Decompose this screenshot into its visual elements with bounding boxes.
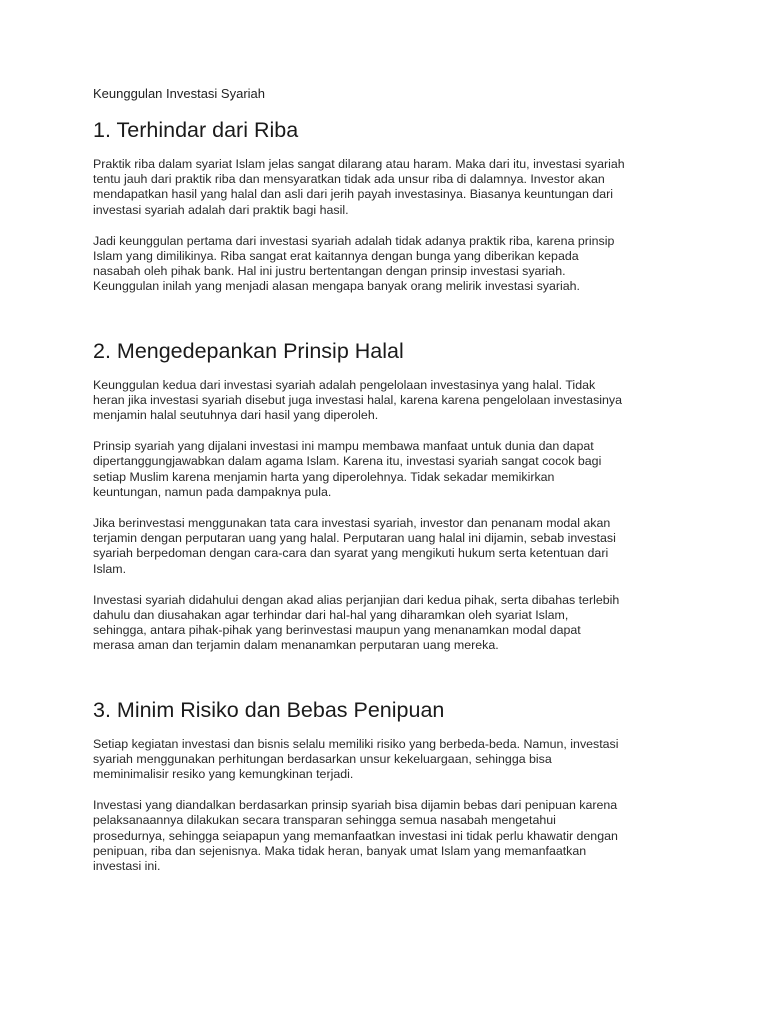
paragraph: Prinsip syariah yang dijalani investasi ini mampu membawa manfaat untuk dunia dan dapat dipertanggungjawabkan dalam agama Islam. Karena itu, investasi syariah sangat cocok bagi setiap Muslim karena menjamin harta yang diperolehnya. Tidak sekadar memikirkan keuntungan, namun pada dampaknya pula. [93,439,602,499]
paragraph: Investasi yang diandalkan berdasarkan prinsip syariah bisa dijamin bebas dari penipuan karena pelaksanaannya dilakukan secara transparan sehingga semua nasabah mengetahui prosedurnya, sehingga seiapapun yang memanfaatkan investasi ini tidak perlu khawatir dengan penipuan, riba dan sejenisnya. Maka tidak heran, banyak umat Islam yang memanfaatkan investasi ini. [93,798,618,874]
document-title: Keunggulan Investasi Syariah [93,86,266,101]
section-body [93,157,688,295]
section-body [93,737,688,875]
section-heading: 3. Minim Risiko dan Bebas Penipuan [93,697,445,722]
paragraph: Investasi syariah didahului dengan akad alias perjanjian dari kedua pihak, serta dibahas terlebih dahulu dan diusahakan agar terhindar dari hal-hal yang diharamkan oleh syariat Islam, sehingga, antara pihak-pihak yang berinvestasi maupun yang menanamkan modal dapat merasa aman dan terjamin dalam menanamkan perputaran uang mereka. [93,592,620,653]
paragraph: Keunggulan kedua dari investasi syariah adalah pengelolaan investasinya yang halal. Tidak heran jika investasi syariah disebut juga investasi halal, karena karena pengelolaan investasinya menjamin halal seutuhnya dari hasil yang diperoleh. [93,377,622,423]
paragraph: Setiap kegiatan investasi dan bisnis selalu memiliki risiko yang berbeda-beda. Namun, investasi syariah menggunakan perhitungan berdasarkan unsur kekeluargaan, sehingga bisa meminimalisir resiko yang kemungkinan terjadi. [93,736,619,782]
section-heading: 1. Terhindar dari Riba [93,118,299,142]
section-body [93,378,688,654]
paragraph: Praktik riba dalam syariat Islam jelas sangat dilarang atau haram. Maka dari itu, investasi syariah tentu jauh dari praktik riba dan mensyaratkan tidak ada unsur riba di dalamnya. Investor akan mendapatkan hasil yang halal dan asli dari jerih payah investasinya. Biasanya keuntungan dari investasi syariah adalah dari praktik bagi hasil. [93,157,625,217]
section-prinsip-halal [93,338,688,654]
section-heading: 2. Mengedepankan Prinsip Halal [93,338,404,363]
section-terhindar-dari-riba [93,117,688,295]
section-minim-risiko [93,697,688,875]
paragraph: Jadi keunggulan pertama dari investasi syariah adalah tidak adanya praktik riba, karena prinsip Islam yang dimilikinya. Riba sangat erat kaitannya dengan bunga yang diberikan kepada nasabah oleh pihak bank. Hal ini justru bertentangan dengan prinsip investasi syariah. Keunggulan inilah yang menjadi alasan mengapa banyak orang melirik investasi syariah. [93,233,615,294]
paragraph: Jika berinvestasi menggunakan tata cara investasi syariah, investor dan penanam modal akan terjamin dengan perputaran uang yang halal. Perputaran uang halal ini dijamin, sebab investasi syariah berpedoman dengan cara-cara dan syarat yang mengikuti hukum serta ketentuan dari Islam. [93,516,616,576]
